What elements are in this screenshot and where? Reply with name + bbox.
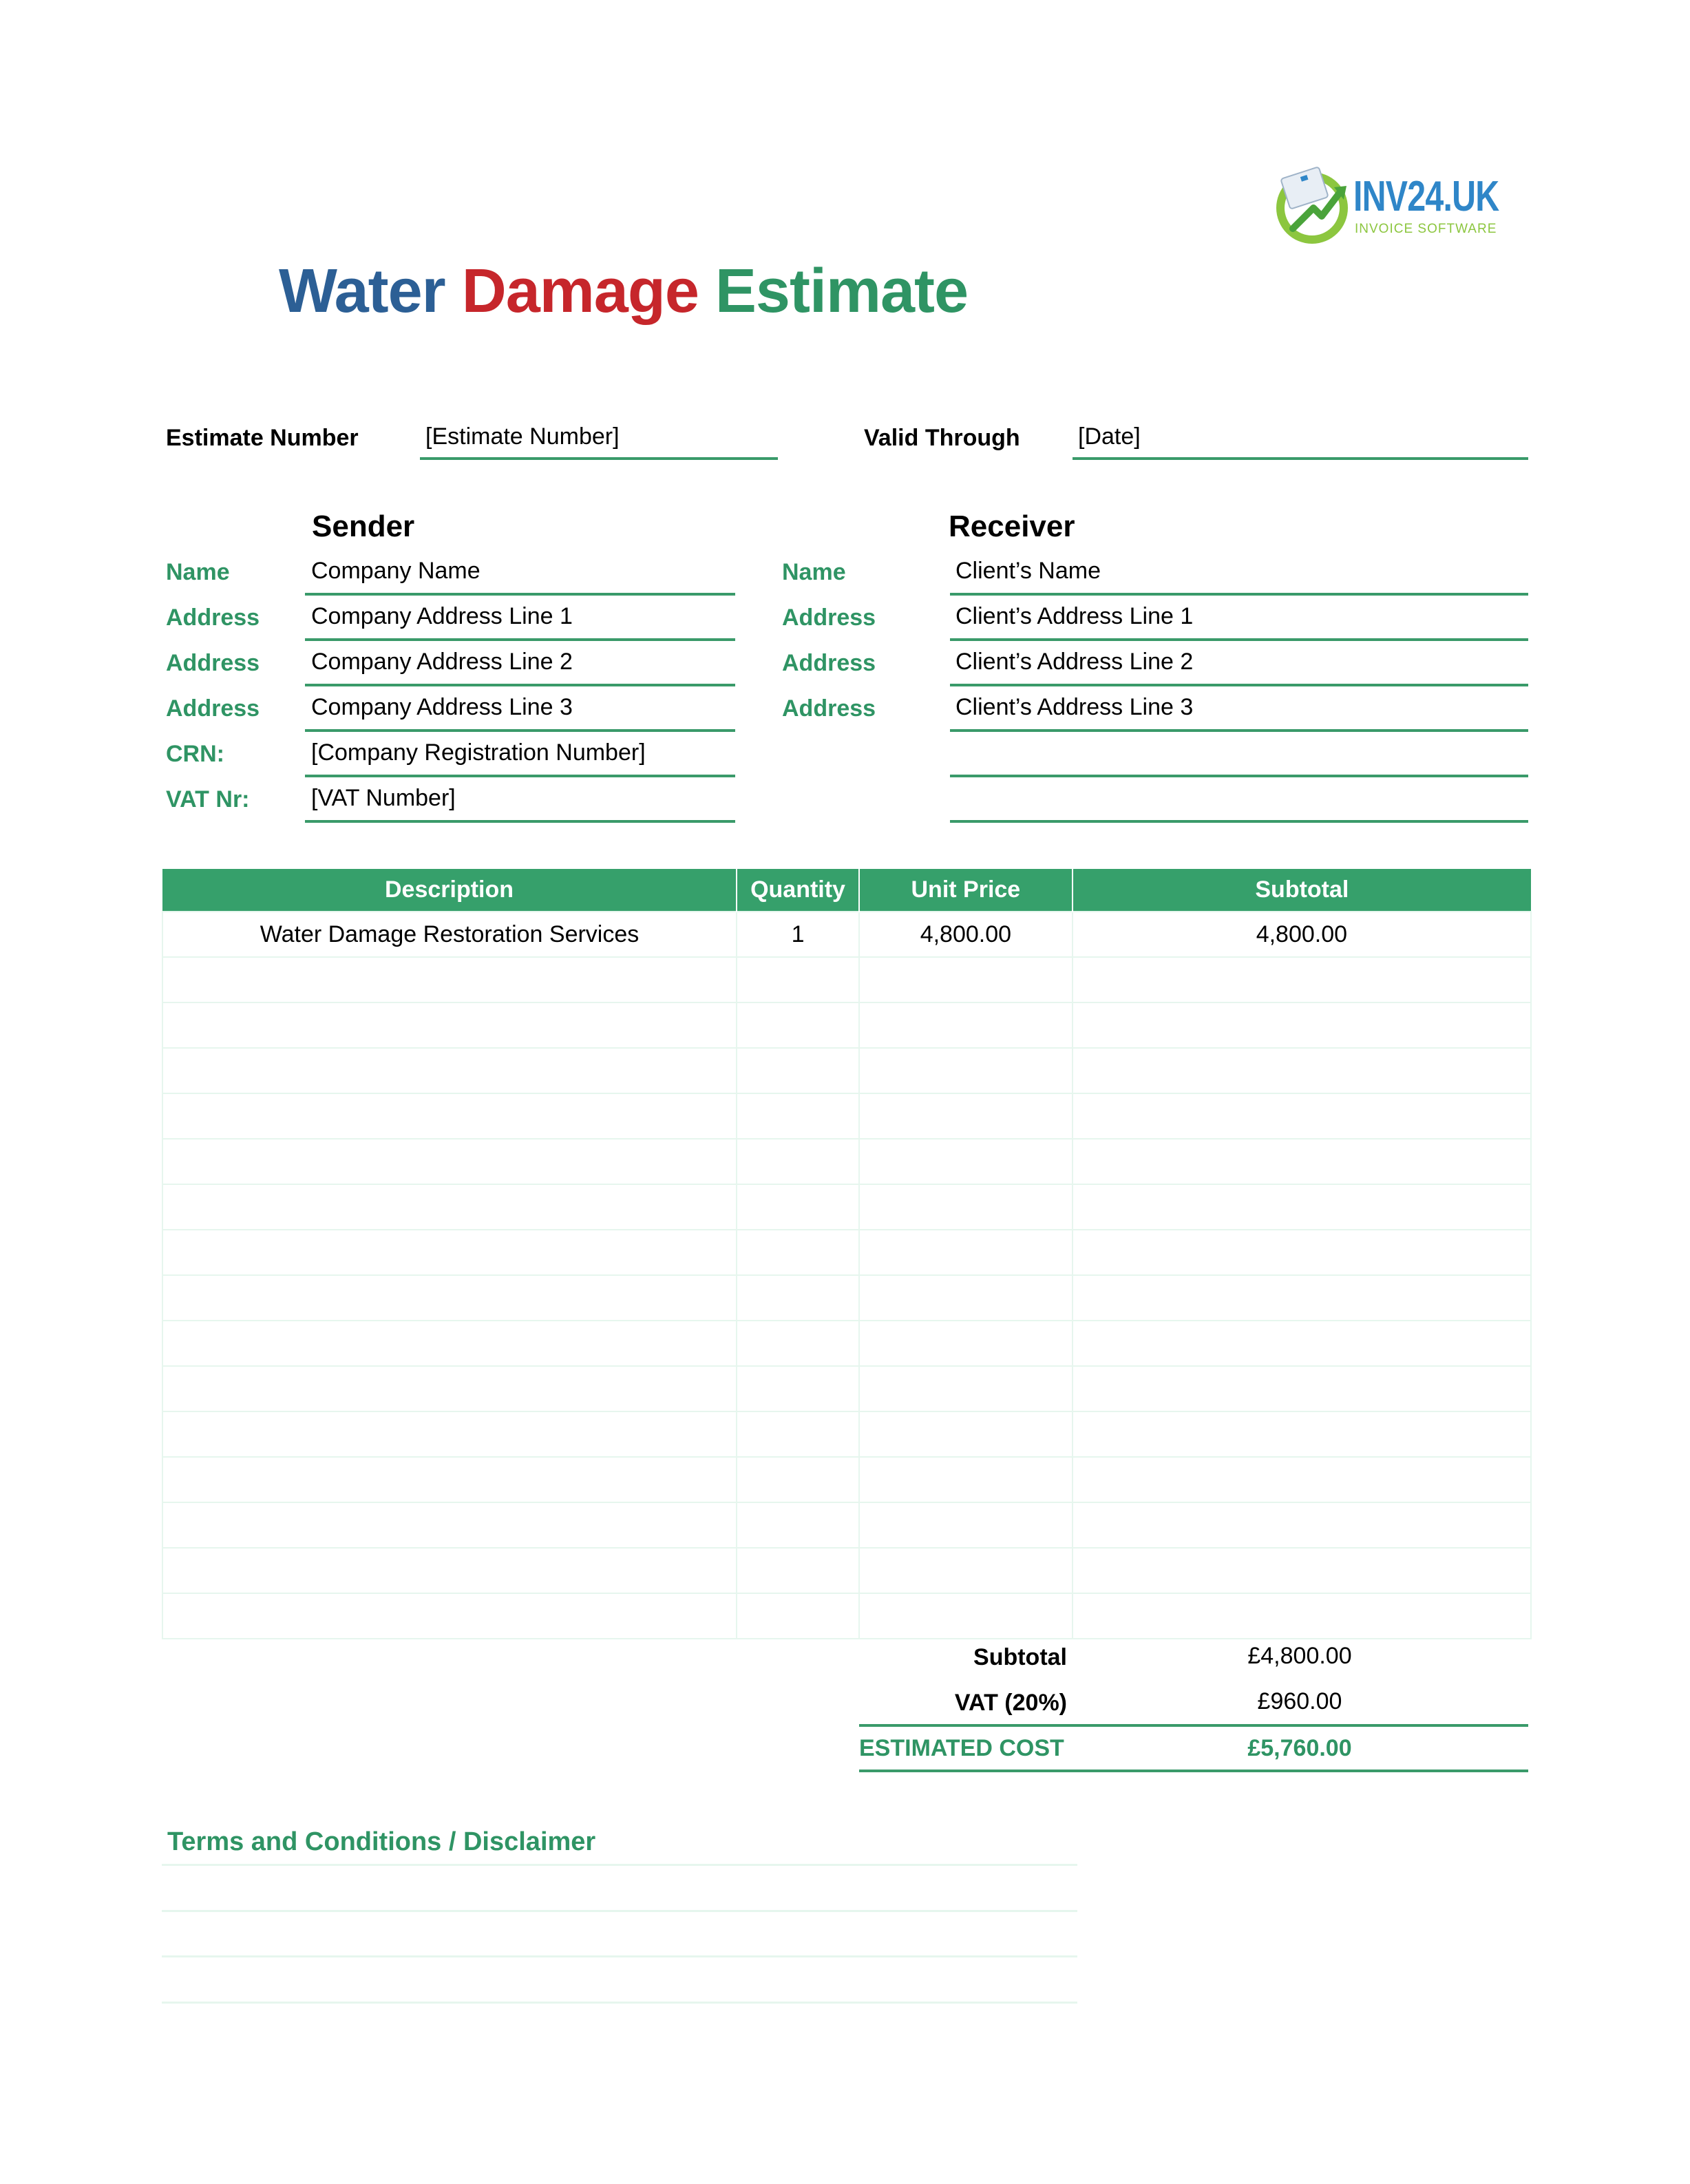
empty-cell[interactable] (1073, 1502, 1531, 1548)
empty-cell[interactable] (162, 1275, 737, 1321)
empty-cell[interactable] (162, 1548, 737, 1593)
estimated-cost-value: £5,760.00 (1247, 1735, 1352, 1761)
valid-through-label: Valid Through (864, 425, 1020, 451)
sender-address-2-field[interactable]: Company Address Line 2 (311, 649, 573, 675)
empty-cell[interactable] (737, 1502, 859, 1548)
sender-crn-underline (305, 775, 735, 777)
receiver-address-2-field[interactable]: Client’s Address Line 2 (955, 649, 1194, 675)
receiver-address-3-field[interactable]: Client’s Address Line 3 (955, 694, 1194, 720)
empty-cell[interactable] (1073, 1321, 1531, 1366)
empty-cell[interactable] (737, 1093, 859, 1139)
empty-cell[interactable] (162, 1184, 737, 1230)
empty-cell[interactable] (1073, 1139, 1531, 1184)
item-subtotal-cell[interactable]: 4,800.00 (1073, 912, 1531, 957)
empty-cell[interactable] (1073, 1366, 1531, 1411)
table-row-empty (162, 957, 1531, 1002)
column-header-quantity: Quantity (737, 869, 859, 912)
empty-cell[interactable] (162, 1593, 737, 1639)
item-description-cell[interactable]: Water Damage Restoration Services (162, 912, 737, 957)
empty-cell[interactable] (859, 1048, 1073, 1093)
empty-cell[interactable] (162, 1366, 737, 1411)
logo-wordmark: INV24.UK (1353, 173, 1499, 220)
table-row (162, 912, 1531, 957)
estimate-number-label: Estimate Number (166, 425, 359, 451)
empty-cell[interactable] (162, 1502, 737, 1548)
empty-cell[interactable] (859, 1457, 1073, 1502)
empty-cell[interactable] (737, 1139, 859, 1184)
empty-cell[interactable] (1073, 1457, 1531, 1502)
table-row-empty (162, 1411, 1531, 1457)
title-word-damage: Damage (461, 257, 699, 326)
column-header-unit-price: Unit Price (859, 869, 1073, 912)
empty-cell[interactable] (859, 1411, 1073, 1457)
receiver-address-1-label: Address (782, 605, 876, 631)
terms-heading: Terms and Conditions / Disclaimer (167, 1827, 596, 1856)
empty-cell[interactable] (859, 1366, 1073, 1411)
empty-cell[interactable] (1073, 1593, 1531, 1639)
logo-tagline: INVOICE SOFTWARE (1355, 222, 1497, 236)
empty-cell[interactable] (1073, 1548, 1531, 1593)
empty-cell[interactable] (162, 1048, 737, 1093)
items-table-header (162, 869, 1531, 912)
empty-cell[interactable] (162, 1457, 737, 1502)
empty-cell[interactable] (859, 1275, 1073, 1321)
sender-address-1-label: Address (166, 605, 260, 631)
empty-cell[interactable] (859, 1002, 1073, 1048)
table-row-empty (162, 1366, 1531, 1411)
table-row-empty (162, 1230, 1531, 1275)
empty-cell[interactable] (162, 1321, 737, 1366)
empty-cell[interactable] (737, 1548, 859, 1593)
empty-cell[interactable] (162, 1411, 737, 1457)
receiver-address-2-label: Address (782, 650, 876, 676)
vat-value: £960.00 (1257, 1688, 1342, 1714)
empty-cell[interactable] (162, 1139, 737, 1184)
empty-cell[interactable] (1073, 1275, 1531, 1321)
table-row-empty (162, 1548, 1531, 1593)
empty-cell[interactable] (1073, 1411, 1531, 1457)
subtotal-label: Subtotal (973, 1644, 1067, 1670)
terms-line-2[interactable] (162, 1910, 1077, 1912)
empty-cell[interactable] (737, 1457, 859, 1502)
sender-address-1-underline (305, 638, 735, 641)
sender-address-1-field[interactable]: Company Address Line 1 (311, 603, 573, 629)
sender-crn-label: CRN: (166, 741, 224, 767)
table-row-empty (162, 1093, 1531, 1139)
sender-crn-field[interactable]: [Company Registration Number] (311, 739, 646, 766)
valid-through-underline (1073, 457, 1528, 460)
receiver-blank-underline-1 (950, 775, 1528, 777)
sender-address-3-field[interactable]: Company Address Line 3 (311, 694, 573, 720)
estimate-number-underline (420, 457, 778, 460)
receiver-name-field[interactable]: Client’s Name (955, 558, 1101, 584)
sender-name-field[interactable]: Company Name (311, 558, 480, 584)
empty-cell[interactable] (737, 1230, 859, 1275)
empty-cell[interactable] (162, 1093, 737, 1139)
table-row-empty (162, 1502, 1531, 1548)
terms-line-4[interactable] (162, 2002, 1077, 2004)
empty-cell[interactable] (859, 957, 1073, 1002)
receiver-name-underline (950, 593, 1528, 596)
company-logo (1272, 162, 1506, 248)
table-row-empty (162, 1321, 1531, 1366)
table-row-empty (162, 1593, 1531, 1639)
terms-line-1[interactable] (162, 1864, 1077, 1866)
empty-cell[interactable] (162, 957, 737, 1002)
items-table (162, 869, 1532, 1639)
invoice-logo-icon (1272, 162, 1353, 248)
sender-vat-underline (305, 820, 735, 823)
empty-cell[interactable] (1073, 1230, 1531, 1275)
empty-cell[interactable] (859, 1548, 1073, 1593)
vat-label: VAT (20%) (954, 1690, 1067, 1716)
table-row-empty (162, 1457, 1531, 1502)
receiver-address-2-underline (950, 684, 1528, 686)
table-row-empty (162, 1048, 1531, 1093)
sender-vat-field[interactable]: [VAT Number] (311, 785, 456, 811)
empty-cell[interactable] (737, 1002, 859, 1048)
estimated-cost-underline (859, 1770, 1528, 1772)
empty-cell[interactable] (1073, 957, 1531, 1002)
empty-cell[interactable] (859, 1230, 1073, 1275)
estimate-number-field[interactable]: [Estimate Number] (425, 423, 620, 450)
empty-cell[interactable] (737, 1366, 859, 1411)
empty-cell[interactable] (859, 1184, 1073, 1230)
estimated-cost-label: ESTIMATED COST (859, 1735, 1064, 1761)
receiver-address-3-label: Address (782, 695, 876, 722)
receiver-name-label: Name (782, 559, 846, 585)
empty-cell[interactable] (1073, 1093, 1531, 1139)
empty-cell[interactable] (737, 957, 859, 1002)
table-row-empty (162, 1002, 1531, 1048)
valid-through-field[interactable]: [Date] (1078, 423, 1141, 450)
table-row-empty (162, 1139, 1531, 1184)
column-header-subtotal: Subtotal (1073, 869, 1531, 912)
receiver-address-1-field[interactable]: Client’s Address Line 1 (955, 603, 1194, 629)
column-header-description: Description (162, 869, 737, 912)
title-word-water: Water (279, 257, 445, 326)
receiver-blank-underline-2 (950, 820, 1528, 823)
receiver-address-1-underline (950, 638, 1528, 641)
empty-cell[interactable] (737, 1593, 859, 1639)
empty-cell[interactable] (737, 1411, 859, 1457)
vat-underline (859, 1724, 1528, 1727)
receiver-address-3-underline (950, 729, 1528, 732)
empty-cell[interactable] (859, 1321, 1073, 1366)
empty-cell[interactable] (162, 1230, 737, 1275)
item-unit-price-cell[interactable]: 4,800.00 (859, 912, 1073, 957)
page-title (279, 256, 968, 327)
sender-name-label: Name (166, 559, 230, 585)
sender-heading: Sender (312, 510, 415, 543)
sender-address-2-label: Address (166, 650, 260, 676)
item-quantity-cell[interactable]: 1 (737, 912, 859, 957)
table-row-empty (162, 1275, 1531, 1321)
terms-line-3[interactable] (162, 1955, 1077, 1957)
sender-address-3-label: Address (166, 695, 260, 722)
empty-cell[interactable] (737, 1048, 859, 1093)
empty-cell[interactable] (1073, 1002, 1531, 1048)
empty-cell[interactable] (737, 1275, 859, 1321)
subtotal-value: £4,800.00 (1247, 1643, 1352, 1669)
empty-cell[interactable] (737, 1184, 859, 1230)
empty-cell[interactable] (737, 1321, 859, 1366)
receiver-heading: Receiver (949, 510, 1075, 543)
sender-address-2-underline (305, 684, 735, 686)
sender-address-3-underline (305, 729, 735, 732)
empty-cell[interactable] (162, 1002, 737, 1048)
empty-cell[interactable] (859, 1093, 1073, 1139)
empty-cell[interactable] (859, 1593, 1073, 1639)
sender-name-underline (305, 593, 735, 596)
title-word-estimate: Estimate (715, 257, 969, 326)
empty-cell[interactable] (1073, 1048, 1531, 1093)
empty-cell[interactable] (859, 1502, 1073, 1548)
empty-cell[interactable] (859, 1139, 1073, 1184)
empty-cell[interactable] (1073, 1184, 1531, 1230)
sender-vat-label: VAT Nr: (166, 786, 250, 812)
table-row-empty (162, 1184, 1531, 1230)
